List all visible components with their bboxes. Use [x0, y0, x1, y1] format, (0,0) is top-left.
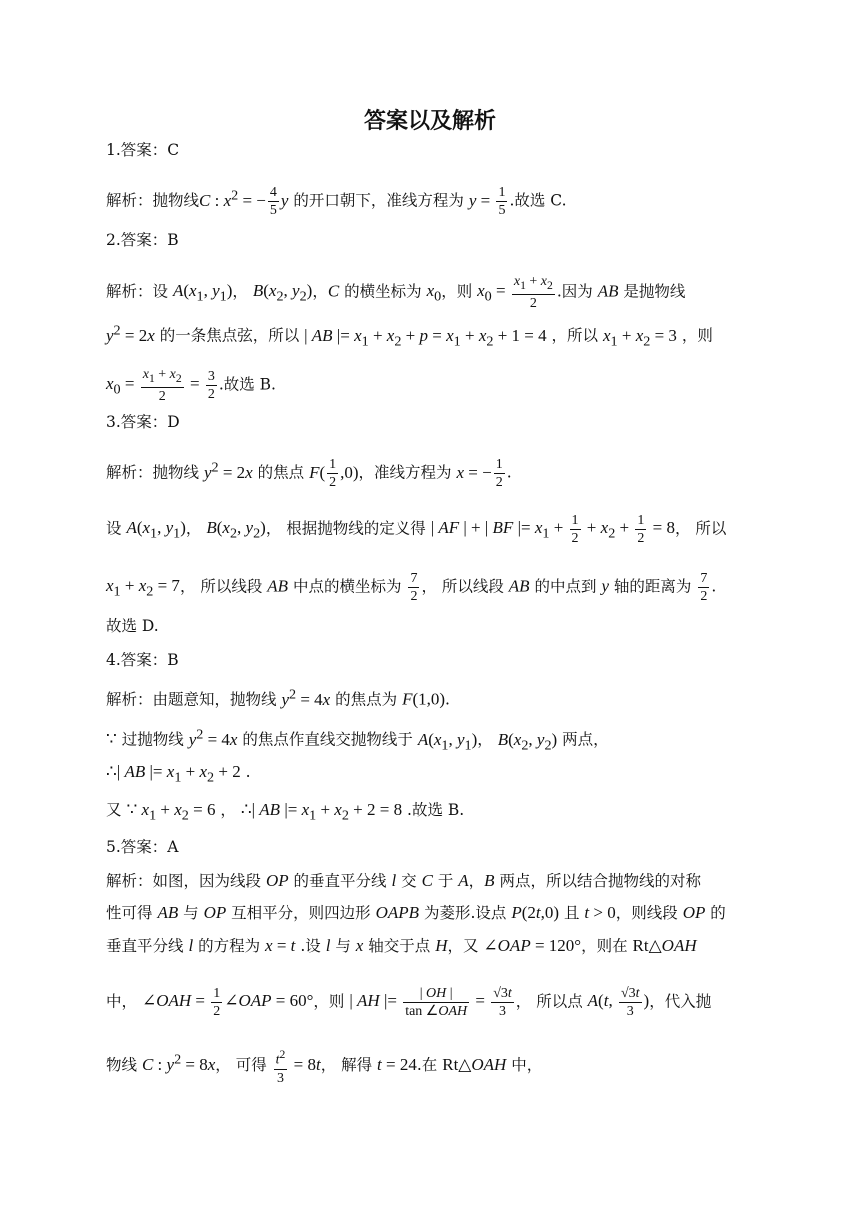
text-line: 设 $A(x_1$, $y_1$)， $B(x_2$, $y_2$)， 根据抛物线的定义得 | AF | + | BF |= $x_1$ + $\frac{1}{2}$ + $x_2$ + $\frac{1}{2}$ = 8， 所以: [106, 513, 727, 546]
text-line: 性可得 AB 与 OP 互相平分，则四边形 OAPB 为菱形.设点 P(2t,0) 且 t > 0，则线段 OP 的: [106, 903, 726, 922]
text-line: $x_1 + x_2 = 7$， 所以线段 AB 中点的横坐标为 $\frac{7}{2}$ ， 所以线段 AB 的中点到 y 轴的距离为 $\frac{7}{2}$ .: [106, 571, 717, 604]
text-line: 又 ∵ $x_1 + x_2 = 6$ ， ∴| AB |= $x_1 + x_2 + 2 = 8$ .故选 B.: [106, 800, 465, 824]
text-line: 中， ∠OAH = $\frac{1}{2}$ ∠OAP = 60°，则 | AH |= $\frac{| OH |}{\text{tan ∠OAH}}$ = $\frac{√3t}{3}$ ， 所以点 A(t, $\frac{√3t}{3}$ )，代入抛: [106, 986, 712, 1019]
text-line: $x_0$ = $\frac{x_1 + x_2}{2}$ = $\frac{3}{2}$ .故选 B.: [106, 367, 276, 404]
text-line: 解析：如图，因为线段 OP 的垂直平分线 l 交 C 于 A，B 两点，所以结合抛物线的对称: [106, 871, 701, 890]
text-line: 1.答案：C: [106, 141, 180, 159]
text-line: $y^2 = 2x$ 的一条焦点弦，所以 | AB |= $x_1 + x_2 + p = x_1 + x_2 + 1 = 4$ ，所以 $x_1 + x_2 = 3$ ，则: [106, 322, 713, 350]
text-line: ∵ 过抛物线 $y^2 = 4x$ 的焦点作直线交抛物线于 $A(x_1$, $y_1$)， $B(x_2$, $y_2$) 两点，: [106, 726, 609, 754]
text-line: ∴| AB |= $x_1 + x_2 + 2$ .: [106, 762, 251, 786]
text-line: 5.答案：A: [106, 838, 179, 856]
text-line: 解析：由题意知，抛物线 $y^2 = 4x$ 的焦点为 F(1,0).: [106, 686, 450, 709]
text-line: 故选 D.: [106, 617, 159, 635]
text-line: 垂直平分线 l 的方程为 x = t .设 l 与 x 轴交于点 H，又 ∠OAP = 120°，则在 Rt△OAH: [106, 936, 697, 955]
page-title: 答案以及解析: [363, 109, 496, 134]
text-line: 2.答案：B: [106, 231, 179, 249]
text-line: 解析：抛物线 $y^2 = 2x$ 的焦点 F( $\frac{1}{2}$ ,0)，准线方程为 x = − $\frac{1}{2}$ .: [106, 457, 512, 491]
text-line: 解析：抛物线C : $x^2$ = − $\frac{4}{5}$ y 的开口朝下，准线方程为 y = $\frac{1}{5}$ .故选 C.: [106, 185, 567, 219]
text-line: 物线 C : $y^2 = 8x$， 可得 $\frac{t^2}{3}$ = 8t， 解得 t = 24.在 Rt△OAH 中，: [106, 1048, 543, 1086]
text-line: 3.答案：D: [106, 413, 180, 431]
text-line: 4.答案：B: [106, 651, 179, 669]
text-line: 解析：设 $A(x_1$, $y_1$)， $B(x_2$, $y_2$)，C 的横坐标为 $x_0$，则 $x_0$ = $\frac{x_1 + x_2}{2}$ .因为 AB 是抛物线: [106, 274, 686, 311]
